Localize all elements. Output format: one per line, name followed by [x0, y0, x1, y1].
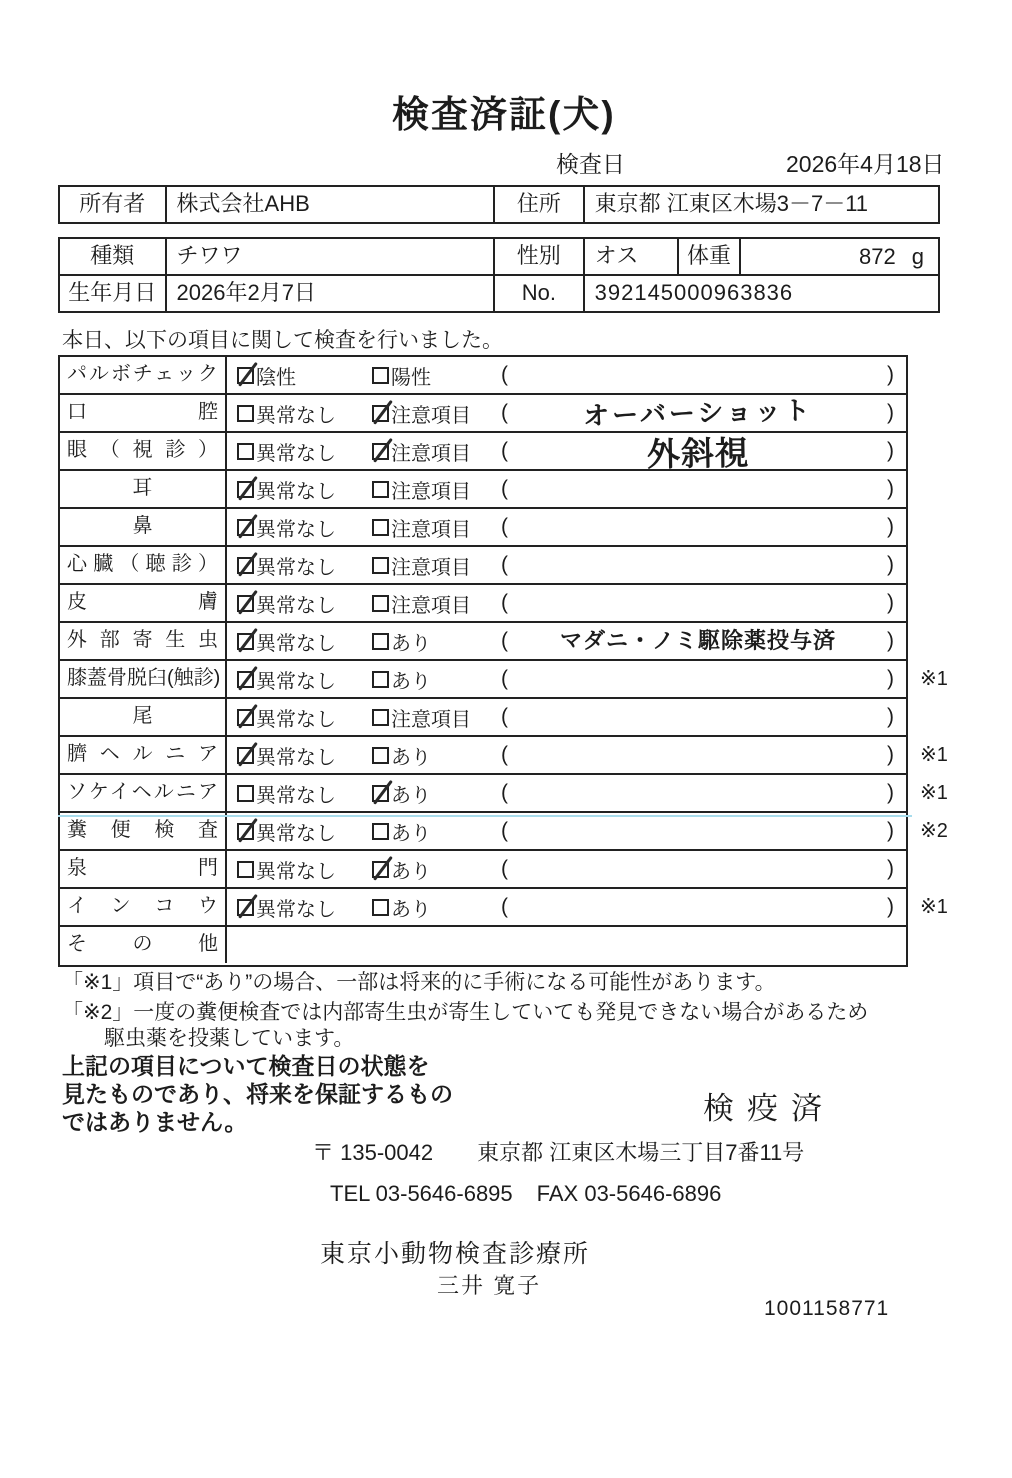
checkbox-icon — [372, 785, 389, 802]
paren-close: ) — [887, 363, 894, 386]
checkbox-icon — [372, 861, 389, 878]
breed-value: チワワ — [167, 239, 495, 274]
check-table-rows — [60, 357, 948, 965]
option-1 — [237, 623, 336, 659]
disclaimer-line-2: 見たものであり、将来を保証するもの — [62, 1081, 453, 1107]
paren-close: ) — [887, 629, 894, 652]
paren-close: ) — [887, 781, 894, 804]
scan-artifact-line — [58, 815, 912, 817]
option-1 — [237, 395, 336, 431]
owner-label: 所有者 — [60, 187, 167, 222]
table-row — [60, 699, 906, 737]
paren-open: ( — [501, 857, 508, 880]
paren-close: ) — [887, 477, 894, 500]
option-1 — [237, 585, 336, 621]
checkbox-icon — [372, 367, 389, 384]
option-2-label: あり — [391, 822, 431, 845]
inspection-date-value: 2026年4月18日 — [786, 151, 945, 177]
checkbox-icon — [237, 899, 254, 916]
table-row — [60, 775, 948, 813]
address-value: 東京都 江東区木場3－7－11 — [594, 191, 869, 216]
quarantine-stamp: 検疫済 — [703, 1091, 835, 1126]
option-2-label: あり — [391, 898, 431, 921]
checkbox-icon — [237, 709, 254, 726]
check-table — [58, 355, 948, 967]
table-row — [60, 433, 906, 471]
option-2-label: 注意項目 — [391, 708, 471, 731]
clinic-tel: TEL 03-5646-6895 — [330, 1181, 513, 1206]
paren-open: ( — [501, 363, 508, 386]
option-1 — [237, 889, 336, 925]
sex-label: 性別 — [495, 239, 585, 274]
table-row — [60, 851, 906, 889]
checkbox-icon — [237, 671, 254, 688]
checkbox-icon — [237, 747, 254, 764]
table-row — [60, 927, 906, 965]
option-2-label: 注意項目 — [391, 556, 471, 579]
option-1-label: 異常なし — [256, 518, 336, 541]
row-ref-mark: ※1 — [920, 668, 948, 690]
table-row — [60, 547, 906, 585]
checkbox-icon — [237, 443, 254, 460]
checkbox-icon — [372, 747, 389, 764]
row-label: 鼻 — [60, 509, 227, 545]
row-label: その他 — [60, 927, 227, 963]
checkbox-icon — [237, 633, 254, 650]
option-2-label: あり — [391, 860, 431, 883]
row-note: マダニ・ノミ駆除薬投与済 — [559, 628, 836, 653]
option-1 — [237, 813, 336, 849]
intro-text: 本日、以下の項目に関して検査を行いました。 — [62, 329, 503, 352]
disclaimer-text — [62, 1052, 453, 1136]
clinic-address: 東京都 江東区木場三丁目7番11号 — [477, 1140, 805, 1165]
option-1-label: 異常なし — [256, 708, 336, 731]
pet-table — [58, 237, 940, 313]
checkbox-icon — [237, 519, 254, 536]
checkbox-icon — [237, 557, 254, 574]
owner-table — [58, 185, 940, 224]
row-label: パルボチェック — [60, 357, 227, 393]
option-1-label: 異常なし — [256, 670, 336, 693]
option-1-label: 異常なし — [256, 746, 336, 769]
row-label: 眼（視診） — [60, 433, 227, 469]
examiner-name: 三井 寛子 — [437, 1273, 542, 1298]
checkbox-icon — [372, 709, 389, 726]
table-row — [60, 471, 906, 509]
option-2 — [372, 661, 431, 697]
checkbox-icon — [237, 595, 254, 612]
option-1 — [237, 433, 336, 469]
option-2 — [372, 889, 431, 925]
checkbox-icon — [237, 367, 254, 384]
breed-label: 種類 — [60, 239, 167, 274]
checkbox-icon — [237, 823, 254, 840]
row-label: 外部寄生虫 — [60, 623, 227, 659]
weight-label: 体重 — [679, 239, 741, 274]
paren-open: ( — [501, 705, 508, 728]
paren-close: ) — [887, 553, 894, 576]
option-1-label: 異常なし — [256, 480, 336, 503]
row-label: 皮膚 — [60, 585, 227, 621]
option-2 — [372, 433, 471, 469]
clinic-name: 東京小動物検査診療所 — [320, 1240, 591, 1268]
paren-open: ( — [501, 553, 508, 576]
birth-label: 生年月日 — [60, 276, 167, 311]
option-1-label: 異常なし — [256, 632, 336, 655]
checkbox-icon — [372, 519, 389, 536]
option-2-label: あり — [391, 632, 431, 655]
option-1 — [237, 699, 336, 735]
option-1-label: 異常なし — [256, 822, 336, 845]
option-1 — [237, 357, 296, 393]
checkbox-icon — [372, 595, 389, 612]
option-1 — [237, 471, 336, 507]
table-row — [60, 889, 948, 927]
option-1-label: 異常なし — [256, 784, 336, 807]
option-2 — [372, 585, 471, 621]
paren-open: ( — [501, 591, 508, 614]
option-2-label: あり — [391, 670, 431, 693]
option-2 — [372, 623, 431, 659]
checkbox-icon — [372, 671, 389, 688]
row-label: 口腔 — [60, 395, 227, 431]
no-value: 392145000963836 — [594, 280, 794, 305]
checkbox-icon — [237, 785, 254, 802]
paren-open: ( — [501, 895, 508, 918]
option-1-label: 異常なし — [256, 898, 336, 921]
paren-close: ) — [887, 439, 894, 462]
option-2-label: 注意項目 — [391, 594, 471, 617]
row-ref-mark: ※1 — [920, 896, 948, 918]
option-1 — [237, 509, 336, 545]
option-1-label: 陰性 — [256, 366, 296, 389]
option-2-label: 注意項目 — [391, 442, 471, 465]
paren-open: ( — [501, 515, 508, 538]
footnote-2-cont: 駆虫薬を投薬しています。 — [104, 1027, 355, 1050]
row-ref-mark: ※1 — [920, 744, 948, 766]
paren-open: ( — [501, 743, 508, 766]
table-row — [60, 813, 948, 851]
disclaimer-line-1: 上記の項目について検査日の状態を — [62, 1053, 430, 1079]
paren-open: ( — [501, 781, 508, 804]
option-2 — [372, 699, 471, 735]
paren-close: ) — [887, 515, 894, 538]
inspection-date-label: 検査日 — [556, 151, 625, 177]
footnote-2: 「※2」一度の糞便検査では内部寄生虫が寄生していても発見できない場合があるため — [62, 1001, 869, 1024]
table-row — [60, 661, 948, 699]
option-2 — [372, 737, 431, 773]
checkbox-icon — [372, 481, 389, 498]
table-row — [60, 395, 906, 433]
paren-open: ( — [501, 477, 508, 500]
option-2-label: あり — [391, 746, 431, 769]
row-label: 尾 — [60, 699, 227, 735]
row-label: 泉門 — [60, 851, 227, 887]
row-label: ソケイヘルニア — [60, 775, 227, 811]
option-2-label: あり — [391, 784, 431, 807]
checkbox-icon — [237, 481, 254, 498]
address-label: 住所 — [495, 187, 585, 222]
row-ref-mark: ※1 — [920, 782, 948, 804]
checkbox-icon — [372, 899, 389, 916]
row-label: インコウ — [60, 889, 227, 925]
disclaimer-line-3: ではありません。 — [62, 1109, 248, 1135]
paren-close: ) — [887, 401, 894, 424]
option-1 — [237, 775, 336, 811]
option-2 — [372, 357, 431, 393]
birth-value: 2026年2月7日 — [167, 276, 496, 311]
option-2 — [372, 851, 431, 887]
clinic-postal: 〒 135-0042 — [312, 1140, 434, 1165]
table-row — [60, 509, 906, 547]
checkbox-icon — [372, 823, 389, 840]
paren-open: ( — [501, 439, 508, 462]
clinic-address-line — [312, 1136, 804, 1167]
option-2 — [372, 813, 431, 849]
checkbox-icon — [372, 633, 389, 650]
row-label: 心臓（聴診） — [60, 547, 227, 583]
checkbox-icon — [372, 557, 389, 574]
row-ref-mark: ※2 — [920, 820, 948, 842]
owner-value: 株式会社AHB — [167, 187, 496, 222]
option-2 — [372, 471, 471, 507]
option-1-label: 異常なし — [256, 556, 336, 579]
option-2 — [372, 395, 471, 431]
page-title: 検査済証(犬) — [392, 94, 616, 135]
row-label: 膝蓋骨脱臼(触診) — [60, 661, 227, 697]
row-label: 臍ヘルニア — [60, 737, 227, 773]
table-row — [60, 737, 948, 775]
option-2-label: 注意項目 — [391, 518, 471, 541]
paren-close: ) — [887, 857, 894, 880]
checkbox-icon — [237, 861, 254, 878]
option-1 — [237, 661, 336, 697]
option-2-label: 陽性 — [391, 366, 431, 389]
option-1 — [237, 547, 336, 583]
weight-unit: g — [911, 243, 925, 269]
paren-open: ( — [501, 819, 508, 842]
option-1-label: 異常なし — [256, 860, 336, 883]
option-2 — [372, 775, 431, 811]
sex-value: オス — [585, 239, 680, 274]
option-2 — [372, 547, 471, 583]
paren-close: ) — [887, 591, 894, 614]
row-label: 糞便検査 — [60, 813, 227, 849]
clinic-fax: FAX 03-5646-6896 — [536, 1181, 722, 1206]
paren-open: ( — [501, 667, 508, 690]
footnote-1: 「※1」項目で“あり”の場合、一部は将来的に手術になる可能性があります。 — [62, 971, 776, 994]
paren-close: ) — [887, 819, 894, 842]
option-2-label: 注意項目 — [391, 480, 471, 503]
paren-close: ) — [887, 895, 894, 918]
paren-close: ) — [887, 705, 894, 728]
table-row — [60, 623, 906, 661]
weight-cell — [741, 239, 938, 274]
option-2 — [372, 509, 471, 545]
weight-value: 872 — [859, 243, 896, 269]
checkbox-icon — [372, 405, 389, 422]
clinic-tel-line — [330, 1181, 721, 1207]
option-1-label: 異常なし — [256, 594, 336, 617]
paren-open: ( — [501, 629, 508, 652]
option-1 — [237, 851, 336, 887]
checkbox-icon — [372, 443, 389, 460]
option-1 — [237, 737, 336, 773]
paren-open: ( — [501, 401, 508, 424]
row-note: 外斜視 — [646, 434, 750, 473]
row-note: オーバーショット — [582, 394, 814, 432]
checkbox-icon — [237, 405, 254, 422]
option-1-label: 異常なし — [256, 404, 336, 427]
option-2-label: 注意項目 — [391, 404, 471, 427]
option-1-label: 異常なし — [256, 442, 336, 465]
row-label: 耳 — [60, 471, 227, 507]
no-label: No. — [495, 276, 585, 311]
paren-close: ) — [887, 743, 894, 766]
table-row — [60, 585, 906, 623]
table-row — [60, 357, 906, 395]
paren-close: ) — [887, 667, 894, 690]
serial-number: 1001158771 — [764, 1297, 890, 1320]
